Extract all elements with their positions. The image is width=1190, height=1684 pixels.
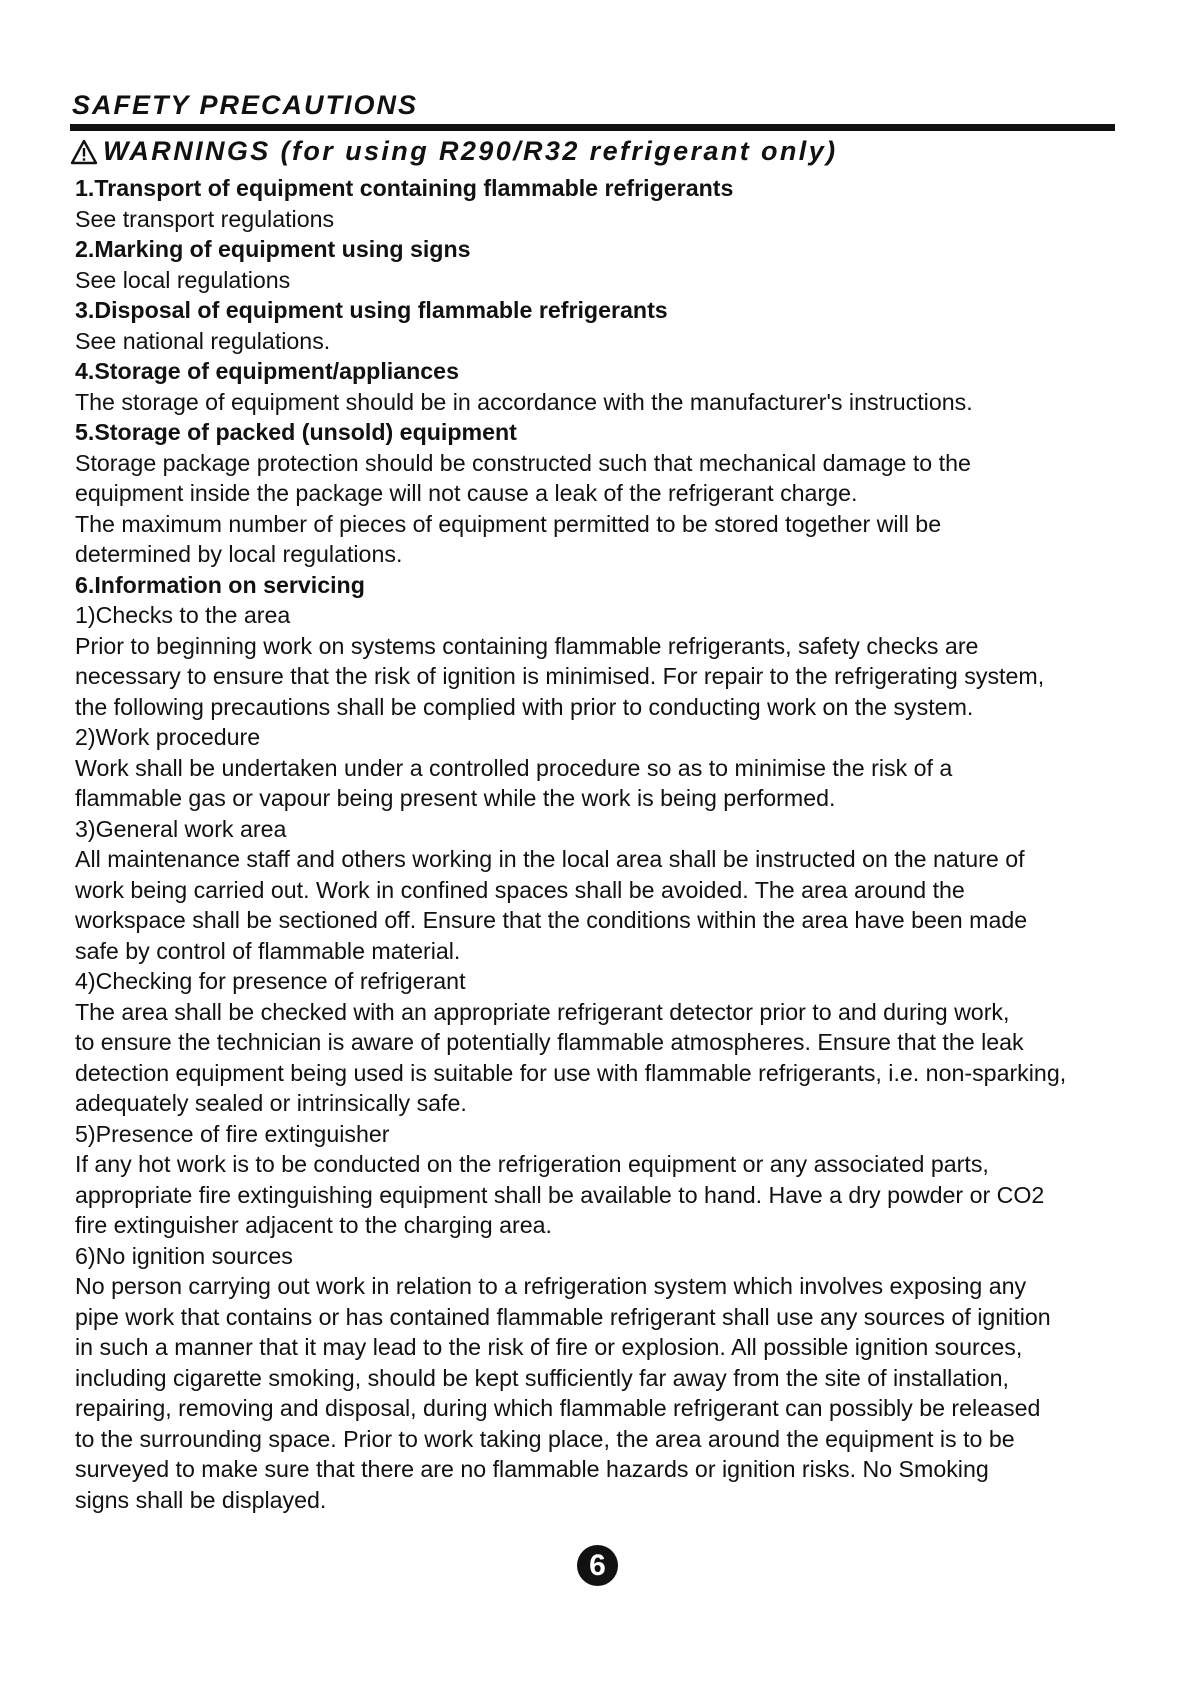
body-line: flammable gas or vapour being present while the work is being performed. <box>75 785 836 811</box>
body-line: See national regulations. <box>75 327 331 354</box>
section-heading: 6.Information on servicing <box>75 571 365 598</box>
body-line: See local regulations <box>75 266 291 293</box>
body-line: 1)Checks to the area <box>75 602 291 628</box>
section-heading: 5.Storage of packed (unsold) equipment <box>75 419 517 445</box>
body-line: workspace shall be sectioned off. Ensure that the conditions within the area have been made <box>75 907 1028 933</box>
body-line: detection equipment being used is suitable for use with flammable refrigerants, i.e. non-sparking, <box>75 1059 1067 1086</box>
body-line: including cigarette smoking, should be kept sufficiently far away from the site of installation, <box>75 1364 1009 1391</box>
header-rule <box>70 124 1115 131</box>
body-line: 3)General work area <box>75 815 287 842</box>
section-heading: 2.Marking of equipment using signs <box>75 236 471 262</box>
body-line: Storage package protection should be constructed such that mechanical damage to the <box>75 449 971 476</box>
warning-heading <box>70 136 838 167</box>
body-line: to the surrounding space. Prior to work taking place, the area around the equipment is to be <box>75 1425 1015 1452</box>
body-line: 5)Presence of fire extinguisher <box>75 1120 390 1147</box>
body-line: 4)Checking for presence of refrigerant <box>75 968 466 994</box>
section-heading: 3.Disposal of equipment using flammable refrigerants <box>75 297 668 323</box>
warning-heading-text: WARNINGS (for using R290/R32 refrigerant only) <box>103 136 838 166</box>
body-line: If any hot work is to be conducted on the refrigeration equipment or any associated parts, <box>75 1151 989 1177</box>
body-line: to ensure the technician is aware of potentially flammable atmospheres. Ensure that the leak <box>75 1029 1024 1055</box>
body-line: fire extinguisher adjacent to the charging area. <box>75 1212 552 1238</box>
body-line: All maintenance staff and others working in the local area shall be instructed on the nature of <box>75 846 1025 872</box>
body-line: signs shall be displayed. <box>75 1486 327 1513</box>
page-number: 6 <box>577 1545 618 1586</box>
body-line: The storage of equipment should be in accordance with the manufacturer's instructions. <box>75 388 973 415</box>
body-line: equipment inside the package will not cause a leak of the refrigerant charge. <box>75 480 858 506</box>
body-line: The maximum number of pieces of equipment permitted to be stored together will be <box>75 510 942 537</box>
body-line: repairing, removing and disposal, during which flammable refrigerant can possibly be released <box>75 1395 1041 1421</box>
body-line: Prior to beginning work on systems containing flammable refrigerants, safety checks are <box>75 632 979 659</box>
body-line: Work shall be undertaken under a controlled procedure so as to minimise the risk of a <box>75 754 953 781</box>
body-line: 6)No ignition sources <box>75 1242 293 1269</box>
body-line: appropriate fire extinguishing equipment shall be available to hand. Have a dry powder or CO2 <box>75 1181 1045 1208</box>
body-line: determined by local regulations. <box>75 541 403 567</box>
body-line: surveyed to make sure that there are no flammable hazards or ignition risks. No Smoking <box>75 1456 989 1482</box>
body-line: adequately sealed or intrinsically safe. <box>75 1090 467 1116</box>
body-line: safe by control of flammable material. <box>75 937 461 964</box>
body-line: in such a manner that it may lead to the risk of fire or explosion. All possible ignition sources, <box>75 1334 1023 1360</box>
section-heading: 1.Transport of equipment containing flammable refrigerants <box>75 175 734 201</box>
body-line: work being carried out. Work in confined spaces shall be avoided. The area around the <box>75 876 965 903</box>
warning-content <box>75 173 1135 1515</box>
body-line: The area shall be checked with an appropriate refrigerant detector prior to and during work, <box>75 998 1010 1025</box>
body-line: necessary to ensure that the risk of ignition is minimised. For repair to the refrigerating system, <box>75 663 1045 689</box>
body-line: 2)Work procedure <box>75 724 261 750</box>
section-heading: 4.Storage of equipment/appliances <box>75 358 459 384</box>
body-line: the following precautions shall be complied with prior to conducting work on the system. <box>75 693 974 720</box>
section-title: SAFETY PRECAUTIONS <box>72 90 419 120</box>
body-line: pipe work that contains or has contained flammable refrigerant shall use any sources of ignition <box>75 1303 1051 1330</box>
body-line: See transport regulations <box>75 205 335 232</box>
body-line: No person carrying out work in relation to a refrigeration system which involves exposing any <box>75 1273 1027 1299</box>
warning-triangle-icon <box>70 139 98 165</box>
